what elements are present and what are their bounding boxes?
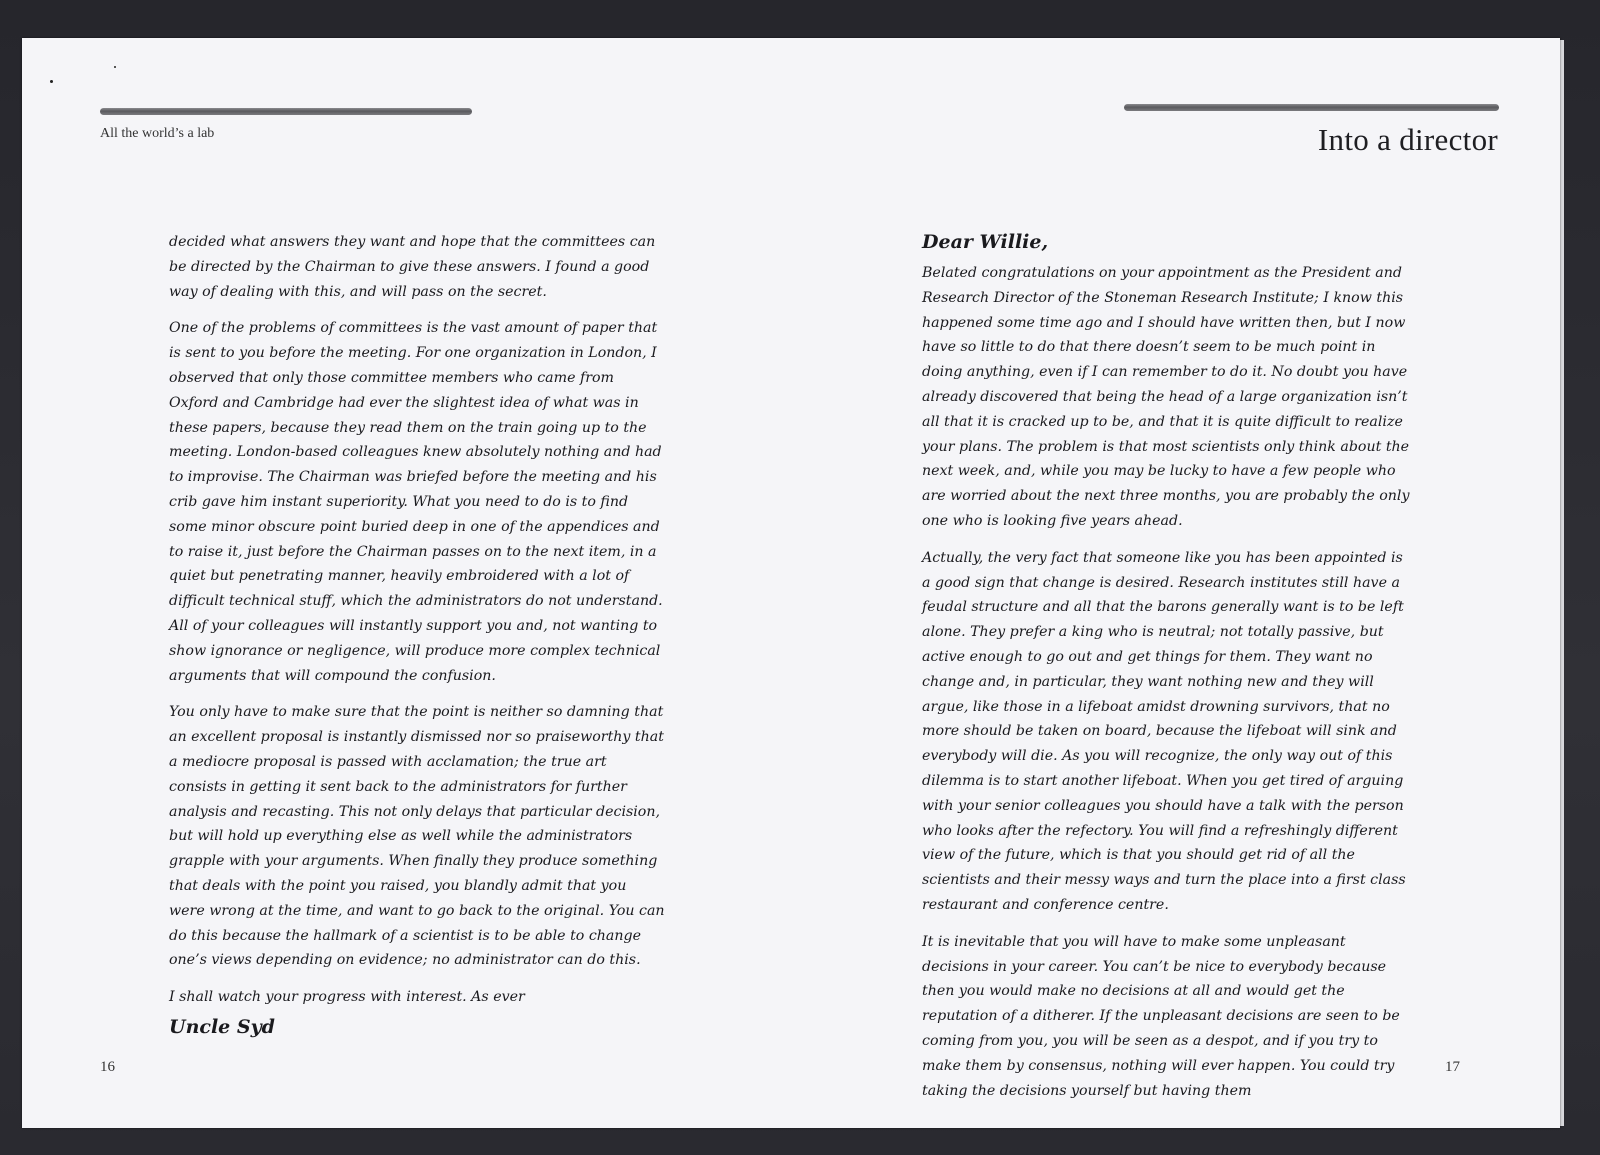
- chapter-title: Into a director: [1317, 122, 1498, 157]
- paragraph: One of the problems of committees is the vast amount of paper that is sent to you before the meeting. For one organization in London, I observed that only those committee members who came from Oxford and Cambridge had ever the slightest idea of what was in these papers, because they read them on the train going up to the meeting. London-based colleagues knew absolutely nothing and had to improvise. The Chairman was briefed before the meeting and his crib gave him instant superiority. What you need to do is to find some minor obscure point buried deep in one of the appendices and to raise it, just before the Chairman passes on to the next item, in a quiet but penetrating manner, heavily embroidered with a lot of difficult technical stuff, which the administrators do not understand. All of your colleagues will instantly support you and, not wanting to show ignorance or negligence, will produce more complex technical arguments that will compound the confusion.: [169, 320, 663, 684]
- closing-line: I shall watch your progress with interest. As ever: [169, 989, 525, 1006]
- paragraph: It is inevitable that you will have to make some unpleasant decisions in your career. You can’t be nice to everybody because then you would make no decisions at all and would get the reputation of a ditherer. If the unpleasant decisions are seen to be coming from you, you will be seen as a despot, and if you try to make them by consensus, nothing will ever happen. You could try taking the decisions yourself but having them: [922, 933, 1400, 1099]
- running-head: All the world’s a lab: [100, 126, 215, 141]
- left-page: [22, 38, 792, 1128]
- signature: Uncle Syd: [169, 1015, 275, 1038]
- ink-speck: [50, 80, 53, 83]
- paragraph: You only have to make sure that the point is neither so damning that an excellent proposal is instantly dismissed nor so praiseworthy that a mediocre proposal is passed with acclamation; the true art consists in getting it sent back to the administrators for further analysis and recasting. This not only delays that particular decision, but will hold up everything else as well while the administrators grapple with your arguments. When finally they produce something that deals with the point you raised, you blandly admit that you were wrong at the time, and want to go back to the original. You can do this because the hallmark of a scientist is to be able to change one’s views depending on evidence; no administrator can do this.: [169, 704, 665, 969]
- right-letter-body: [922, 229, 1412, 1115]
- paragraph: Actually, the very fact that someone like you has been appointed is a good sign that change is desired. Research institutes still have a feudal structure and all that the barons generally want is to be left alone. They prefer a king who is neutral; not totally passive, but active enough to go out and get things for them. They want no change and, in particular, they want nothing new and they will argue, like those in a lifeboat amidst drowning survivors, that no more should be taken on board, because the lifeboat will sink and everybody will die. As you will recognize, the only way out of this dilemma is to start another lifeboat. When you get tired of arguing with your senior colleagues you should have a talk with the person who looks after the refectory. You will find a refreshingly different view of the future, which is that you should get rid of all the scientists and their messy ways and turn the place into a first class restaurant and conference centre.: [922, 549, 1406, 913]
- page-edge: [1560, 40, 1564, 1126]
- page-number: 16: [100, 1059, 115, 1075]
- header-rule: [1124, 104, 1499, 111]
- page-number: 17: [1445, 1059, 1460, 1075]
- right-page: [792, 38, 1560, 1128]
- salutation: Dear Willie,: [922, 231, 1049, 253]
- paragraph: Belated congratulations on your appointment as the President and Research Director of the Stoneman Research Institute; I know this happened some time ago and I should have written then, but I now have so little to do that there doesn’t seem to be much point in doing anything, even if I can remember to do it. No doubt you have already discovered that being the head of a large organization isn’t all that it is cracked up to be, and that it is quite difficult to realize your plans. The problem is that most scientists only think about the next week, and, while you may be lucky to have a few people who are worried about the next three months, you are probably the only one who is looking five years ahead.: [922, 265, 1410, 529]
- paragraph: decided what answers they want and hope that the committees can be directed by the Chairman to give these answers. I found a good way of dealing with this, and will pass on the secret.: [169, 234, 656, 300]
- ink-speck: [114, 66, 116, 68]
- left-letter-body: [169, 230, 665, 1040]
- book-spread: [22, 38, 1560, 1128]
- header-rule: [100, 108, 472, 115]
